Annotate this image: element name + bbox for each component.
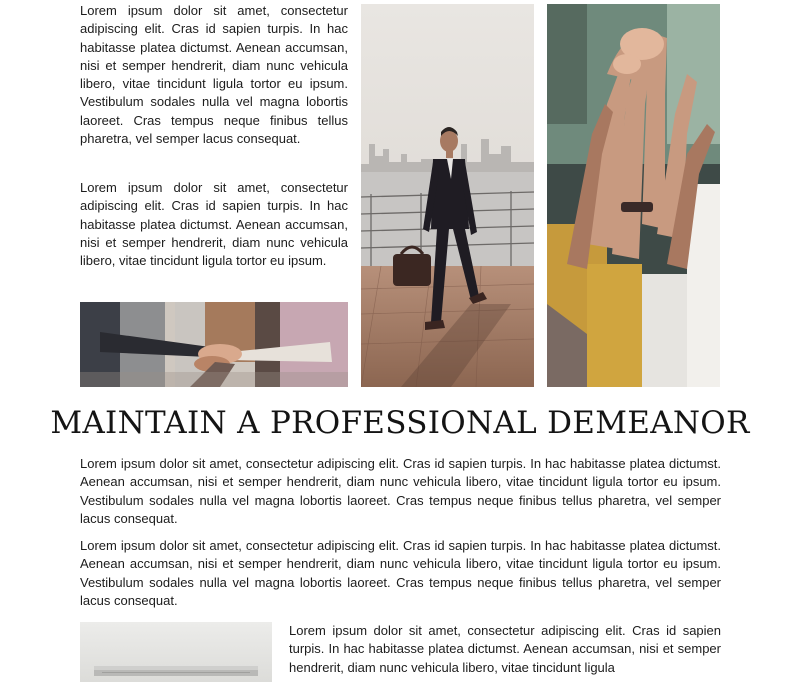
intro-paragraph-2: Lorem ipsum dolor sit amet, consectetur adipiscing elit. Cras id sapien turpis. In hac habitasse platea dictumst. Aenean accumsan, nisi et semper hendrerit, diam nunc vehicula libero, vitae tincidunt ligula tortor eu ipsum. bbox=[80, 180, 348, 269]
team-high-five-photo bbox=[547, 4, 720, 387]
laptop-photo bbox=[80, 622, 272, 682]
intro-paragraph-1: Lorem ipsum dolor sit amet, consectetur adipiscing elit. Cras id sapien turpis. In hac habitasse platea dictumst. Aenean accumsan, nisi et semper hendrerit, diam nunc vehicula libero, vitae tincidunt ligula tortor eu ipsum. Vestibulum sodales nulla vel magna lobortis laoreet. Cras tempus neque finibus tellus pharetra, vel semper lacus consequat. bbox=[80, 3, 348, 147]
hands-stack-photo bbox=[80, 302, 348, 387]
businessman-walking-photo bbox=[361, 4, 534, 387]
body-paragraph-1: Lorem ipsum dolor sit amet, consectetur adipiscing elit. Cras id sapien turpis. In hac habitasse platea dictumst. Aenean accumsan, nisi et semper hendrerit, diam nunc vehicula libero, vitae tincidunt ligula tortor eu ipsum. Vestibulum sodales nulla vel magna lobortis laoreet. Cras tempus neque finibus tellus pharetra, vel semper lacus consequat. bbox=[80, 456, 721, 526]
laptop-side-paragraph: Lorem ipsum dolor sit amet, consectetur adipiscing elit. Cras id sapien turpis. In hac habitasse platea dictumst. Aenean accumsan, nisi et semper hendrerit, diam nunc vehicula libero, vitae tincidunt ligula bbox=[289, 623, 721, 675]
section-heading: MAINTAIN A PROFESSIONAL DEMEANOR bbox=[50, 405, 750, 441]
body-paragraph-2: Lorem ipsum dolor sit amet, consectetur adipiscing elit. Cras id sapien turpis. In hac habitasse platea dictumst. Aenean accumsan, nisi et semper hendrerit, diam nunc vehicula libero, vitae tincidunt ligula tortor eu ipsum. Vestibulum sodales nulla vel magna lobortis laoreet. Cras tempus neque finibus tellus pharetra, vel semper lacus consequat. bbox=[80, 538, 721, 608]
